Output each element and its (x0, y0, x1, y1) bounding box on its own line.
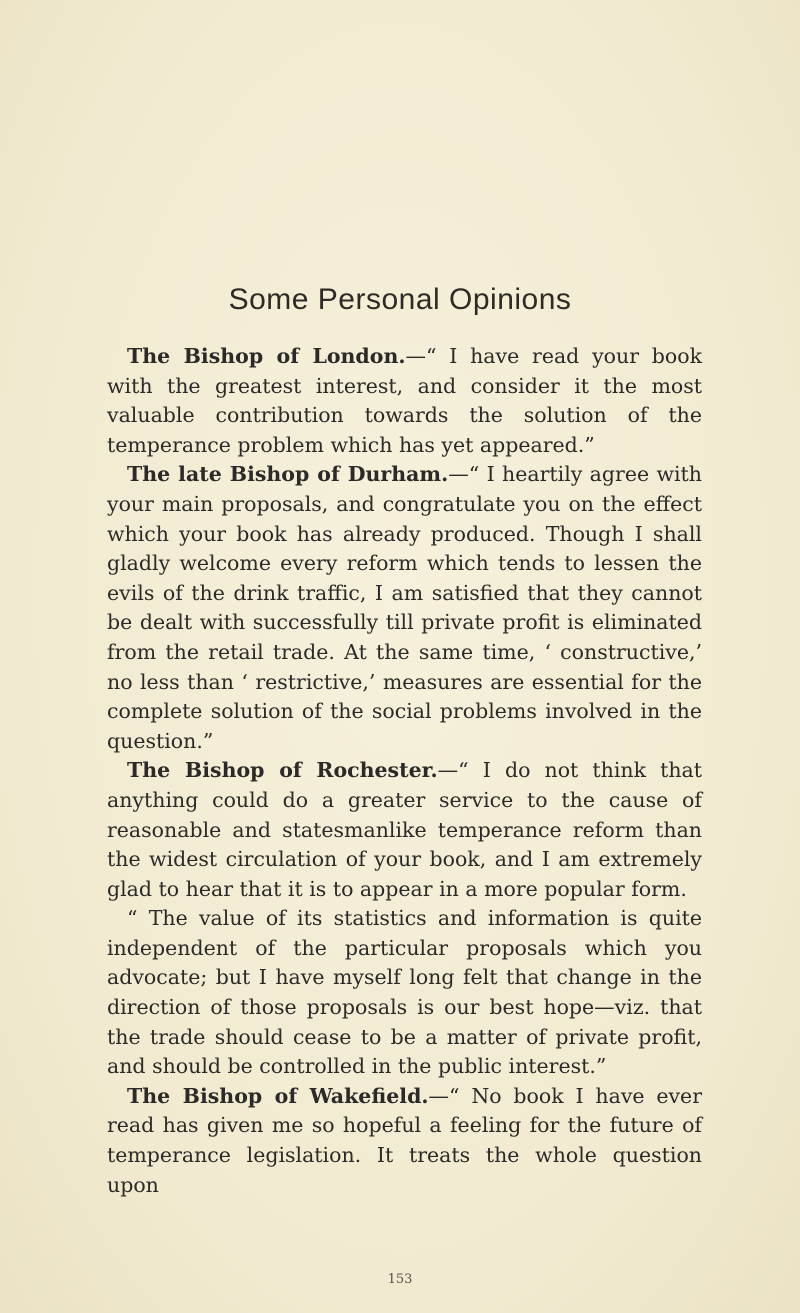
opinion-speaker: The Bishop of Rochester. (127, 758, 438, 783)
page-heading: Some Personal Opinions (228, 283, 572, 316)
opinion-text: —“ I do not think that anything could do a greater service to the cause of reasonable and statesmanlike temperance reform than the widest circulation of your book, and I am extremely glad to hear that it is to appear in a more popular form. (107, 758, 703, 901)
opinions-body (107, 342, 702, 1200)
opinion-text: —“ No book I have ever read has given me so hopeful a feeling for the future of temperance legislation. It treats the whole question upon (107, 1083, 702, 1197)
opinion-speaker: The late Bishop of Durham. (127, 462, 449, 487)
opinion-paragraph (107, 1082, 702, 1200)
opinion-paragraph (107, 904, 702, 1082)
opinion-speaker: The Bishop of Wakefield. (127, 1083, 429, 1108)
opinion-text: —“ I have read your book with the greatest interest, and consider it the most valuable contribution towards the solution of the temperance problem which has yet appeared.” (107, 344, 702, 457)
opinion-paragraph (107, 756, 702, 904)
opinion-paragraph (107, 342, 702, 460)
opinion-speaker: The Bishop of London. (127, 344, 406, 368)
opinion-text: “ The value of its statistics and information is quite independent of the particular proposals which you advocate; but I have myself long felt that change in the direction of those proposals is our best hope—viz. that the trade should cease to be a matter of private profit, and should be controlled in the public interest.” (107, 906, 702, 1079)
opinion-paragraph (107, 460, 702, 756)
opinion-text: —“ I heartily agree with your main proposals, and congratulate you on the effect which your book has already produced. Though I shall gladly welcome every reform which tends to lessen the evils of the drink traffic, I am satisfied that they cannot be dealt with successfully till private profit is eliminated from the retail trade. At the same time, ‘ constructive,’ no less than ‘ restrictive,’ measures are essential for the complete solution of the social problems involved in the question.” (107, 462, 702, 753)
page-number: 153 (387, 1272, 413, 1287)
